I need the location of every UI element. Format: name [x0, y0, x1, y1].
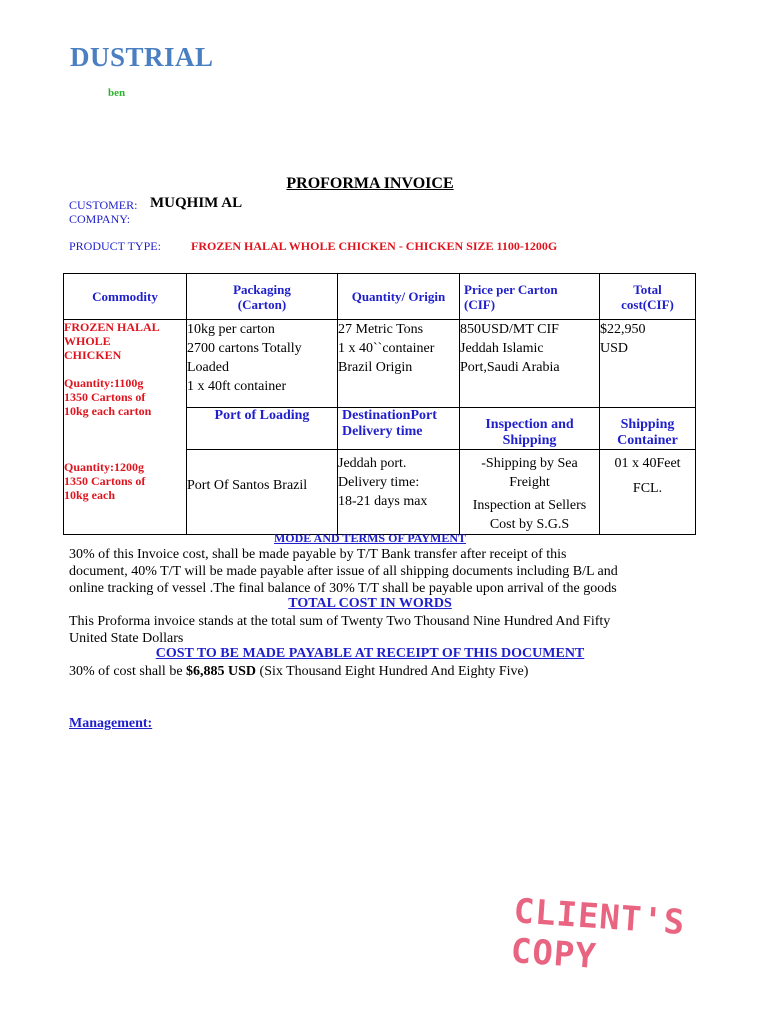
receipt-payment-title: COST TO BE MADE PAYABLE AT RECEIPT OF THIS DOCUMENT	[155, 646, 585, 661]
company-subtitle: ben	[108, 87, 126, 99]
packaging-cell: 10kg per carton 2700 cartons Totally Loaded 1 x 40ft container	[187, 320, 338, 408]
header-quantity: Quantity/ Origin	[338, 274, 460, 320]
subheader-inspection: Inspection and Shipping	[460, 408, 600, 450]
payment-terms-title: MODE AND TERMS OF PAYMENT	[273, 531, 466, 545]
customer-label: CUSTOMER:	[69, 198, 138, 212]
receipt-amount: $6,885 USD	[186, 664, 257, 679]
clients-copy-stamp: CLIENT'S COPY	[509, 891, 687, 977]
customer-value: MUQHIM AL	[150, 195, 243, 211]
total-cell: $22,950 USD	[600, 320, 696, 408]
header-price: Price per Carton (CIF)	[460, 274, 600, 320]
quantity-cell: 27 Metric Tons 1 x 40``container Brazil Origin	[338, 320, 460, 408]
document-title: PROFORMA INVOICE	[286, 175, 454, 192]
subheader-container: Shipping Container	[600, 408, 696, 450]
header-packaging: Packaging (Carton)	[187, 274, 338, 320]
subheader-port-loading: Port of Loading	[187, 408, 338, 450]
header-commodity: Commodity	[64, 274, 187, 320]
invoice-table	[63, 273, 696, 535]
header-total: Total cost(CIF)	[600, 274, 696, 320]
inspection-cell: -Shipping by Sea Freight Inspection at Sellers Cost by S.G.S	[460, 450, 600, 535]
management-heading: Management:	[69, 716, 153, 731]
receipt-payment-text: 30% of cost shall be $6,885 USD (Six Thousand Eight Hundred And Eighty Five)	[69, 664, 529, 679]
payment-terms-text: 30% of this Invoice cost, shall be made payable by T/T Bank transfer after receipt of this document, 40% T/T will be made payable after issue of all shipping documents including B/L and online tracking of vessel .The final balance of 30% T/T shall be payable upon arrival of the goods	[69, 547, 618, 596]
company-label: COMPANY:	[69, 212, 131, 226]
destination-cell: Jeddah port. Delivery time: 18-21 days max	[338, 450, 460, 535]
port-loading-cell: Port Of Santos Brazil	[187, 450, 338, 535]
table-row	[64, 320, 696, 408]
total-in-words-text: This Proforma invoice stands at the total sum of Twenty Two Thousand Nine Hundred And Fifty United State Dollars	[69, 614, 611, 646]
subheader-destination: DestinationPort Delivery time	[338, 408, 460, 450]
product-type-label: PRODUCT TYPE:	[69, 239, 161, 253]
container-cell: 01 x 40Feet FCL.	[600, 450, 696, 535]
total-in-words-title: TOTAL COST IN WORDS	[288, 596, 452, 611]
product-type-value: FROZEN HALAL WHOLE CHICKEN - CHICKEN SIZE 1100-1200G	[191, 239, 558, 253]
table-header-row	[64, 274, 696, 320]
commodity-cell: FROZEN HALAL WHOLE CHICKEN Quantity:1100g 1350 Cartons of 10kg each carton Quantity:1200g 1350 Cartons of 10kg each	[64, 320, 187, 535]
company-logo-text: DUSTRIAL	[70, 42, 214, 72]
price-cell: 850USD/MT CIF Jeddah Islamic Port,Saudi Arabia	[460, 320, 600, 408]
